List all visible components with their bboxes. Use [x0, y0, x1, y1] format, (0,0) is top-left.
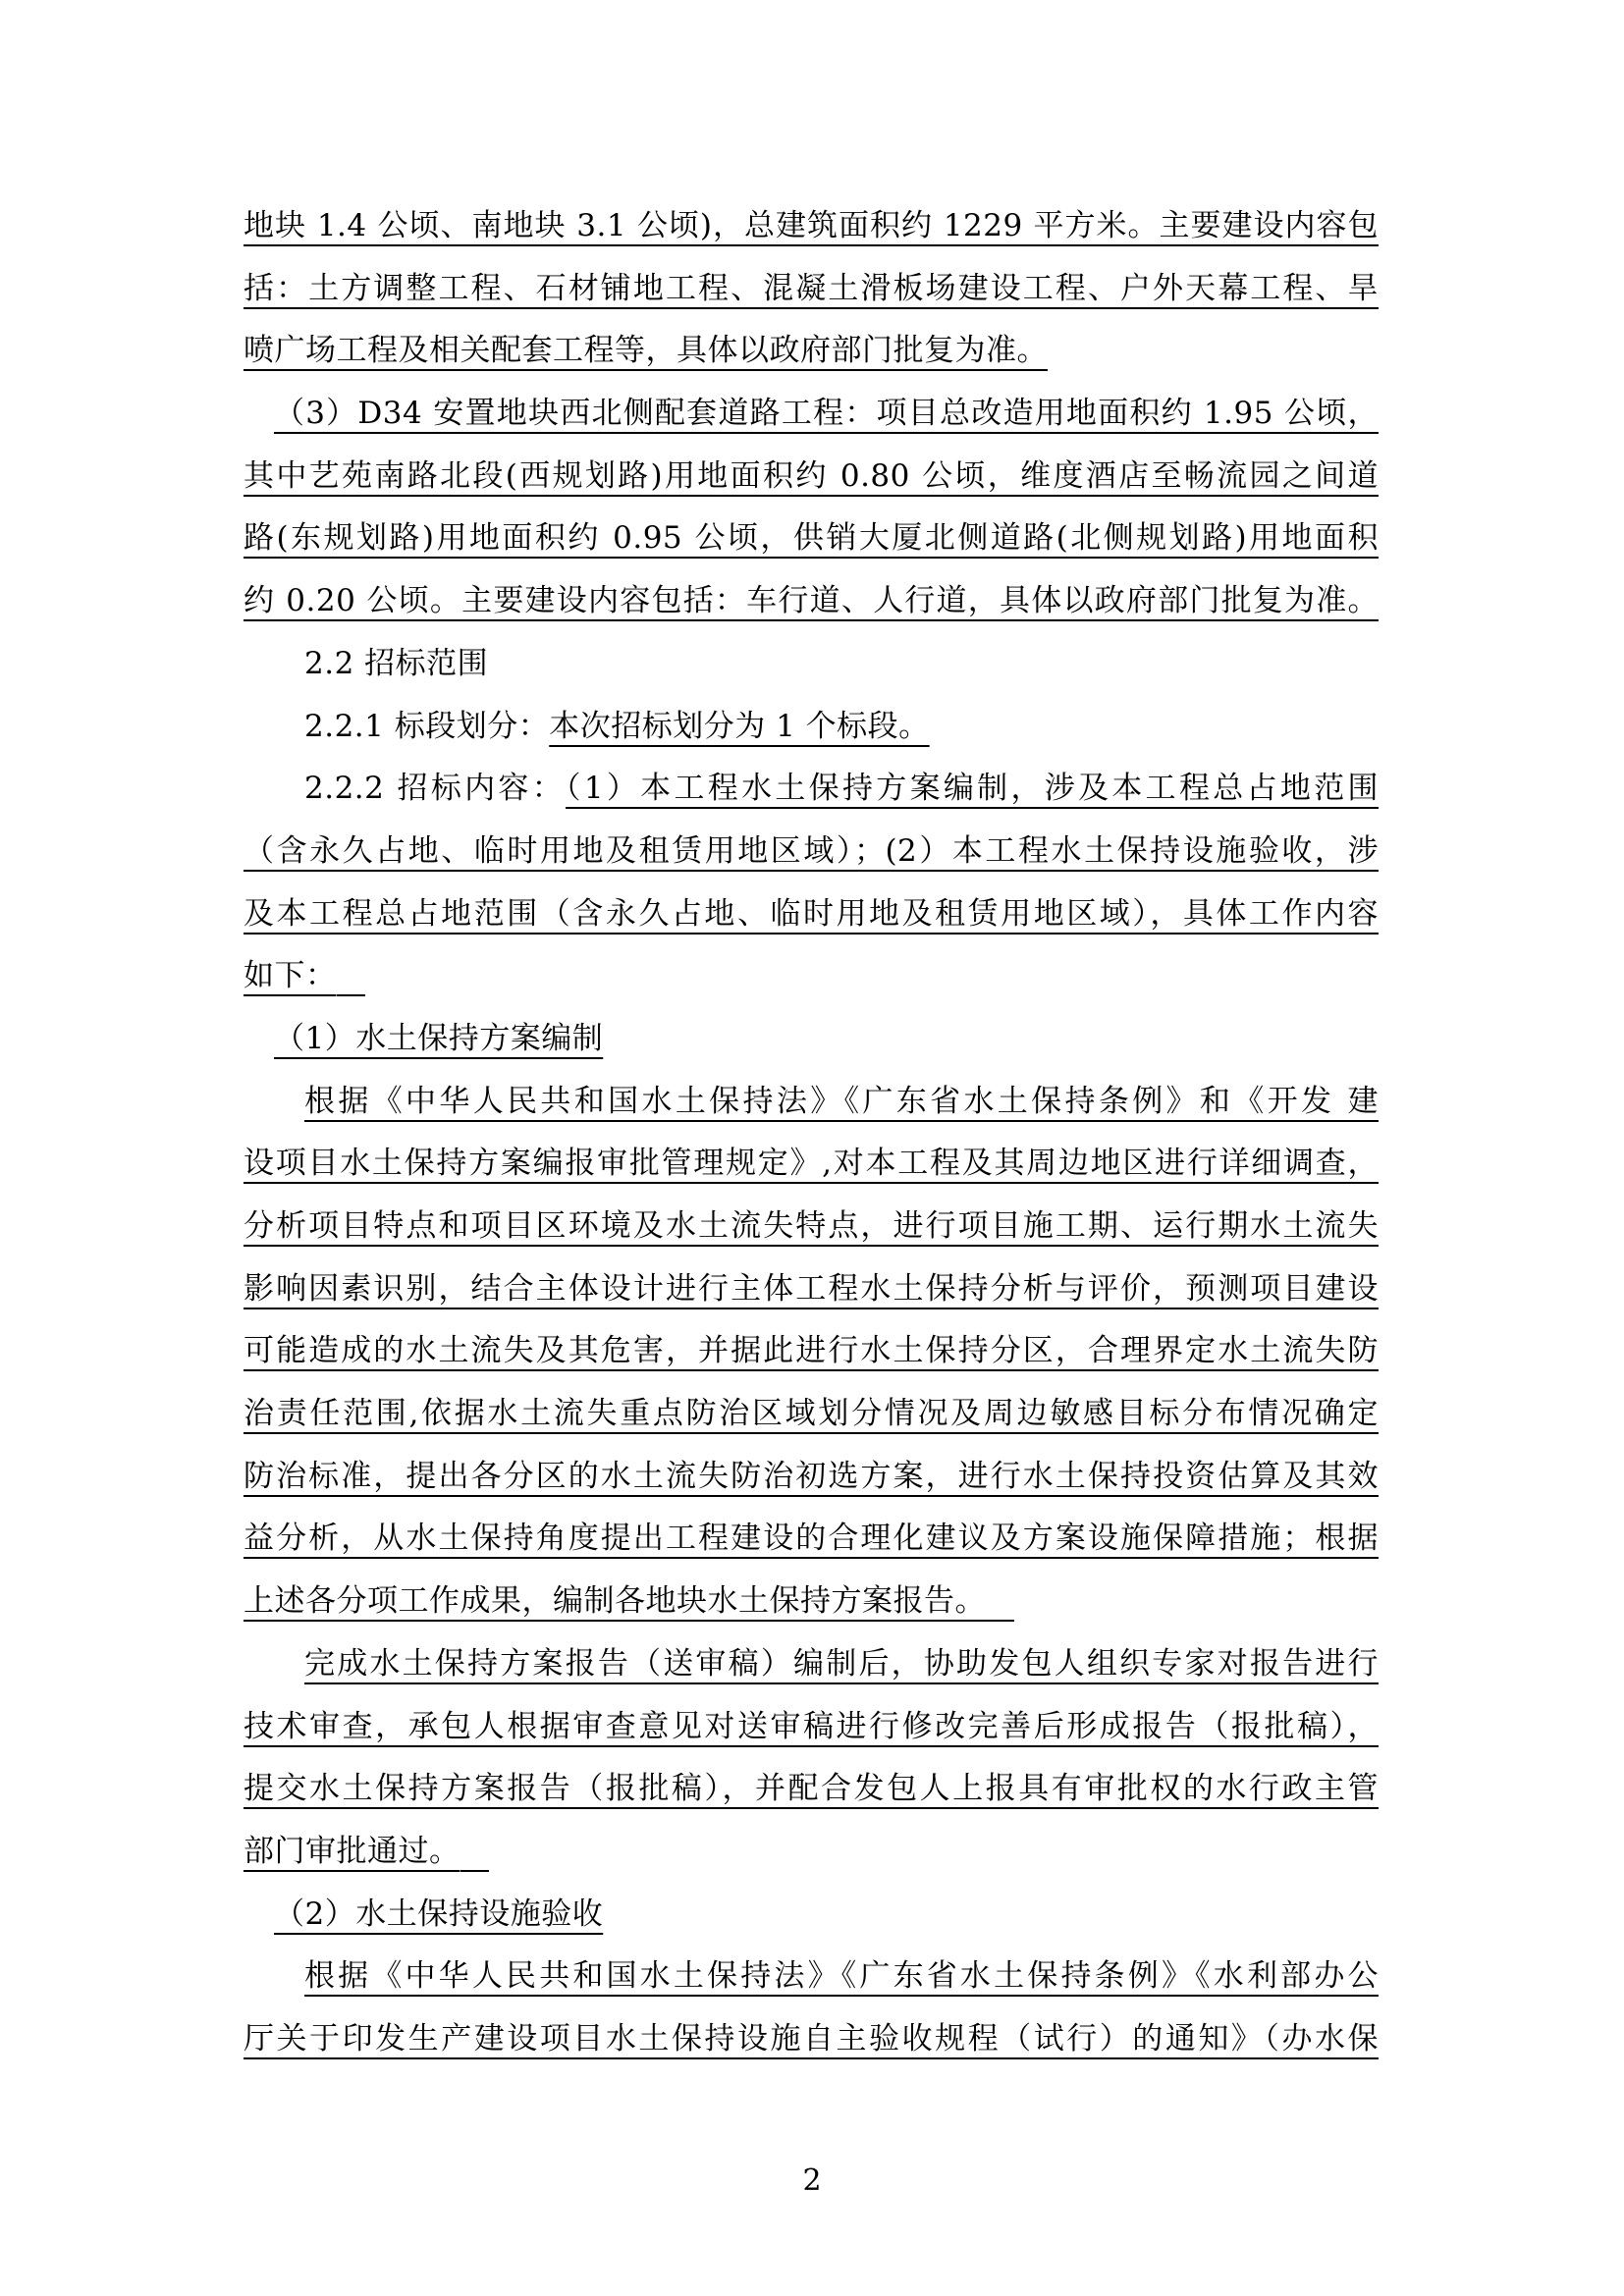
text-line: [244, 1071, 1379, 1134]
text-line: [244, 1133, 1379, 1196]
text-segment: （含永久占地、临时用地及租赁用地区域）；(2）本工程水土保持设施验收，涉: [244, 832, 1379, 869]
page-number: 2: [802, 2163, 822, 2198]
text-line: [244, 758, 1379, 821]
text-line: [244, 1446, 1379, 1509]
text-segment: 厅关于印发生产建设项目水土保持设施自主验收规程（试行）的通知》（办水保: [244, 2020, 1379, 2056]
text-line: [244, 1508, 1379, 1571]
text-line: [244, 2008, 1379, 2071]
text-segment: 设项目水土保持方案编报审批管理规定》,对本工程及其周边地区进行详细调查，: [244, 1146, 1379, 1182]
text-line: [244, 258, 1379, 321]
text-segment: 治责任范围,依据水土流失重点防治区域划分情况及周边敏感目标分布情况确定: [244, 1396, 1379, 1432]
text-segment: 括：土方调整工程、石材铺地工程、混凝土滑板场建设工程、户外天幕工程、旱: [244, 270, 1379, 306]
text-line: [244, 446, 1379, 508]
text-segment: 其中艺苑南路北段(西规划路)用地面积约 0.80 公顷，维度酒店至畅流园之间道: [244, 457, 1379, 494]
text-segment: （2）水土保持设施验收: [274, 1896, 604, 1932]
text-segment: 益分析，从水土保持角度提出工程建设的合理化建议及方案设施保障措施；根据: [244, 1521, 1379, 1557]
text-segment: 路(东规划路)用地面积约 0.95 公顷，供销大厦北侧道路(北侧规划路)用地面积: [244, 520, 1379, 557]
text-line: [244, 195, 1379, 258]
text-line: [244, 1946, 1379, 2008]
text-line: [244, 1008, 1379, 1071]
text-segment: 本次招标划分为 1 个标段。: [549, 708, 930, 744]
text-line: [244, 570, 1379, 633]
text-segment: 完成水土保持方案报告（送审稿）编制后，协助发包人组织专家对报告进行: [304, 1645, 1379, 1682]
text-segment: 提交水土保持方案报告（报批稿），并配合发包人上报具有审批权的水行政主管: [244, 1771, 1379, 1807]
text-line: [244, 507, 1379, 570]
text-line: [244, 1320, 1379, 1383]
text-segment: （3）D34 安置地块西北侧配套道路工程：项目总改造用地面积约 1.95 公顷，: [274, 396, 1379, 432]
text-line: [244, 320, 1379, 383]
text-segment: 地块 1.4 公顷、南地块 3.1 公顷)，总建筑面积约 1229 平方米。主要建设内容包: [244, 208, 1379, 243]
text-segment: 部门审批通过。: [244, 1834, 489, 1869]
text-segment: （1）本工程水土保持方案编制，涉及本工程总占地范围: [566, 771, 1379, 807]
text-segment: 约 0.20 公顷。主要建设内容包括：车行道、人行道，具体以政府部门批复为准。: [244, 583, 1379, 619]
text-segment: 喷广场工程及相关配套工程等，具体以政府部门批复为准。: [244, 333, 1048, 369]
text-segment: 及本工程总占地范围（含永久占地、临时用地及租赁用地区域），具体工作内容: [244, 895, 1379, 932]
text-segment: （1）水土保持方案编制: [274, 1020, 604, 1056]
text-segment: 如下：: [244, 958, 365, 993]
text-segment: 根据《中华人民共和国水土保持法》《广东省水土保持条例》《水利部办公: [304, 1958, 1379, 1995]
text-segment: 技术审查，承包人根据审查意见对送审稿进行修改完善后形成报告（报批稿），: [244, 1708, 1379, 1744]
text-line: [244, 1258, 1379, 1321]
text-line: [244, 1758, 1379, 1821]
text-line: [244, 821, 1379, 883]
text-segment: 上述各分项工作成果，编制各地块水土保持方案报告。: [244, 1583, 1014, 1619]
text-line: [244, 1383, 1379, 1446]
text-segment: 2.2 招标范围: [304, 645, 489, 681]
text-segment: 2.2.2 招标内容：: [304, 771, 567, 807]
text-line: [244, 1884, 1379, 1947]
text-line: [244, 696, 1379, 759]
text-segment: 影响因素识别，结合主体设计进行主体工程水土保持分析与评价，预测项目建设: [244, 1270, 1379, 1307]
text-line: [244, 945, 1379, 1008]
text-line: [244, 1696, 1379, 1759]
text-line: [244, 1196, 1379, 1258]
text-segment: 可能造成的水土流失及其危害，并据此进行水土保持分区，合理界定水土流失防: [244, 1333, 1379, 1369]
text-line: [244, 383, 1379, 446]
text-segment: 2.2.1 标段划分：: [304, 708, 550, 744]
text-segment: 分析项目特点和项目区环境及水土流失特点，进行项目施工期、运行期水土流失: [244, 1208, 1379, 1244]
text-line: [244, 1821, 1379, 1884]
text-line: [244, 1633, 1379, 1696]
text-line: [244, 1571, 1379, 1633]
text-line: [244, 633, 1379, 696]
text-line: [244, 883, 1379, 946]
text-segment: 防治标准，提出各分区的水土流失防治初选方案，进行水土保持投资估算及其效: [244, 1458, 1379, 1494]
text-segment: 根据《中华人民共和国水土保持法》《广东省水土保持条例》和《开发 建: [304, 1083, 1379, 1119]
document-body: [244, 195, 1379, 2071]
